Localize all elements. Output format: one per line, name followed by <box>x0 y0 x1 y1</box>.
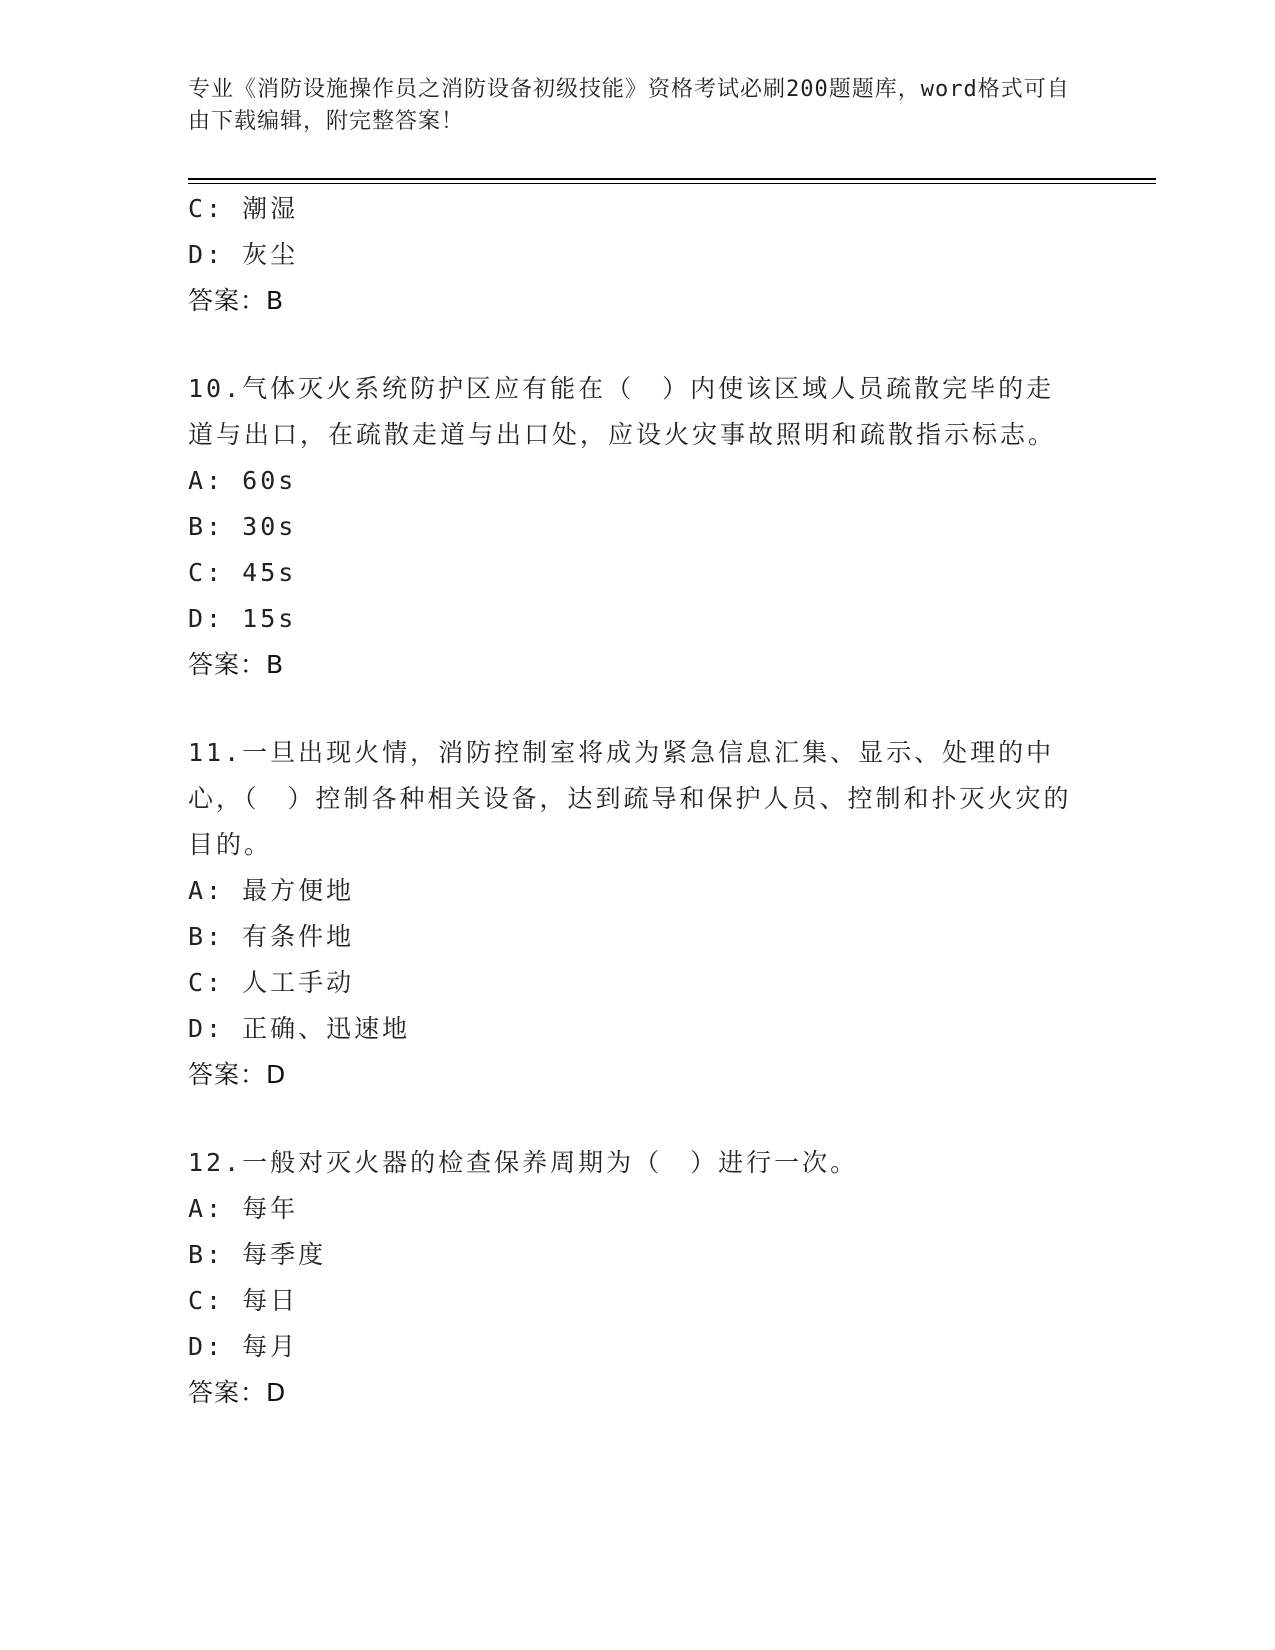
option-a: A: 每年 <box>188 1194 299 1223</box>
option-d: D: 每月 <box>188 1332 299 1361</box>
document-header: 专业《消防设施操作员之消防设备初级技能》资格考试必刷200题题库，word格式可自由下载编辑，附完整答案！ <box>188 77 1070 134</box>
answer-line: 答案：D <box>188 1060 287 1089</box>
option-b: B: 有条件地 <box>188 922 355 951</box>
option-c: C: 45s <box>188 558 297 587</box>
question-11 <box>188 730 1088 1098</box>
answer-line: 答案：B <box>188 286 285 315</box>
option-a: A: 最方便地 <box>188 876 355 905</box>
option-c: C: 人工手动 <box>188 968 355 997</box>
option-d: D: 15s <box>188 604 297 633</box>
option-a: A: 60s <box>188 466 297 495</box>
question-text: 11.一旦出现火情，消防控制室将成为紧急信息汇集、显示、处理的中心，（ ）控制各种相关设备，达到疏导和保护人员、控制和扑灭火灾的目的。 <box>188 738 1072 859</box>
answer-line: 答案：D <box>188 1378 287 1407</box>
question-list <box>188 186 1088 1416</box>
option-c: C: 每日 <box>188 1286 299 1315</box>
option-c: C: 潮湿 <box>188 194 299 223</box>
partial-question <box>188 186 1088 324</box>
question-10 <box>188 366 1088 688</box>
question-12 <box>188 1140 1088 1416</box>
question-text: 12.一般对灭火器的检查保养周期为（ ）进行一次。 <box>188 1148 859 1177</box>
option-b: B: 30s <box>188 512 297 541</box>
option-d: D: 正确、迅速地 <box>188 1014 411 1043</box>
option-b: B: 每季度 <box>188 1240 327 1269</box>
question-text: 10.气体灭火系统防护区应有能在（ ）内使该区域人员疏散完毕的走道与出口，在疏散走道与出口处，应设火灾事故照明和疏散指示标志。 <box>188 374 1057 449</box>
header-divider-thin <box>188 183 1156 184</box>
answer-line: 答案：B <box>188 650 285 679</box>
option-d: D: 灰尘 <box>188 240 299 269</box>
header-divider-thick <box>188 178 1156 180</box>
